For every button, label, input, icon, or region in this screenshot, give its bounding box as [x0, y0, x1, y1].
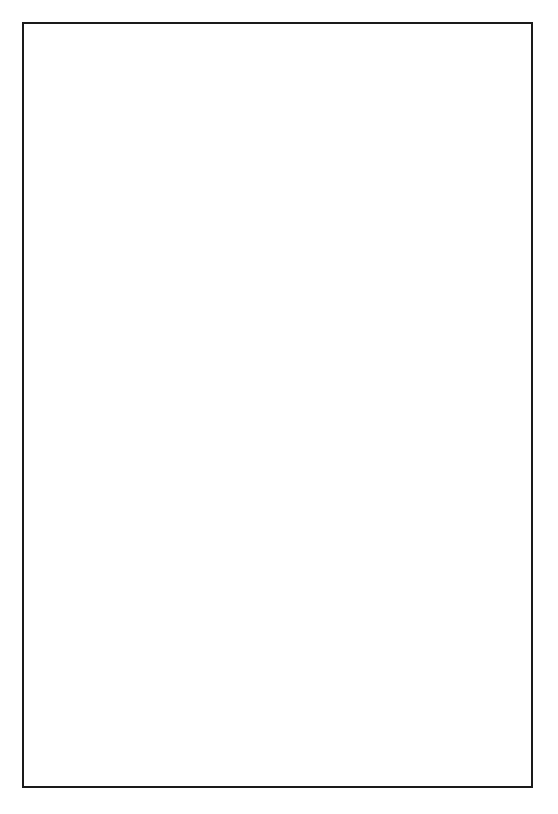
page-border — [22, 22, 533, 788]
toc-heading — [484, 44, 506, 124]
